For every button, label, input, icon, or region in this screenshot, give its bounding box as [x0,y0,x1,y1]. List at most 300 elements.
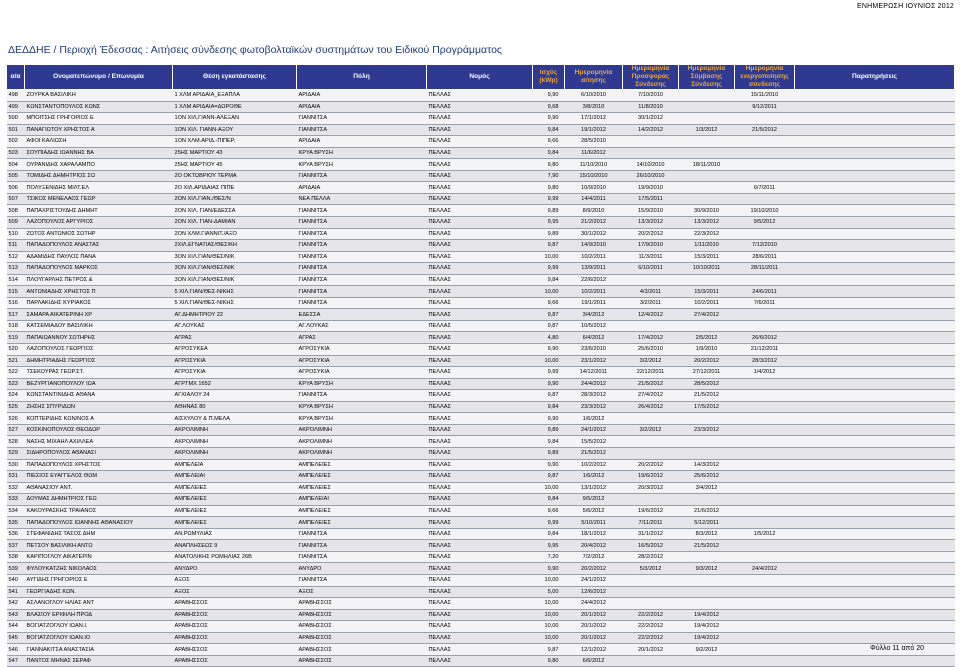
cell-city: ΚΡΥΑ ΒΡΥΣΗ [297,147,427,159]
cell-contract-date: 8/3/2012 [679,528,735,540]
cell-city: ΓΙΑΝΝΙΤΣΑ [297,528,427,540]
cell-application-date: 20/1/2012 [565,609,623,621]
cell-name: ΣΟΥΠΙΑΔΗΣ ΙΩΑΝΝΗΣ ΒΑ [25,147,173,159]
cell-remarks [795,355,955,367]
cell-activation-date [735,586,795,598]
cell-aa: 501 [7,124,25,136]
cell-contract-date [679,436,735,448]
cell-prefecture: ΠΕΛΛΑΣ [427,170,533,182]
cell-location: 2ΟΝ ΧΙΛ. ΓΙΑΝ-ΔΑΜΙΑΝ [173,217,297,229]
cell-aa: 543 [7,609,25,621]
cell-city: ΑΝΥΔΡΟ [297,563,427,575]
cell-contract-date: 1/9/2010 [679,344,735,356]
cell-name: ΣΙΔΗΡΟΠΟΥΛΟΣ ΑΘΑΝΑΣΙ [25,447,173,459]
cell-name: ΑΦΟΙ ΚΑΛΙΩΣΗ [25,136,173,148]
cell-prefecture: ΠΕΛΛΑΣ [427,251,533,263]
cell-application-date: 13/1/2012 [565,482,623,494]
cell-location: ΑΓΡΑΣ [173,332,297,344]
cell-activation-date [735,378,795,390]
cell-power: 9,80 [533,655,565,667]
cell-aa: 510 [7,228,25,240]
cell-aa: 546 [7,644,25,656]
cell-remarks [795,494,955,506]
cell-power: 10,00 [533,286,565,298]
cell-activation-date [735,436,795,448]
cell-name: ΠΟΛΥΞΕΝΙΔΗΣ ΜΙΛΤ.ΕΛ [25,182,173,194]
cell-offer-date: 20/3/2012 [623,482,679,494]
cell-aa: 547 [7,655,25,667]
cell-location: ΑΚΡΟΛΙΜΝΗ [173,424,297,436]
table-row [7,147,955,159]
cell-power: 9,89 [533,424,565,436]
cell-activation-date [735,447,795,459]
cell-location: ΑΜΠΕΛΕΙΑ [173,459,297,471]
cell-aa: 540 [7,574,25,586]
cell-prefecture: ΠΕΛΛΑΣ [427,286,533,298]
cell-contract-date: 21/5/2012 [679,390,735,402]
cell-application-date: 11/6/2012 [565,147,623,159]
cell-power: 9,84 [533,494,565,506]
cell-prefecture: ΠΕΛΛΑΣ [427,263,533,275]
cell-power: 9,90 [533,459,565,471]
cell-offer-date: 22/12/2011 [623,367,679,379]
cell-prefecture: ΠΕΛΛΑΣ [427,390,533,402]
cell-name: ΑΝΤΩΝΙΑΔΗΣ ΧΡΗΣΤΟΣ Π [25,286,173,298]
cell-application-date: 14/4/2011 [565,193,623,205]
cell-aa: 516 [7,297,25,309]
table-row [7,320,955,332]
cell-name: ΠΑΠΑΔΟΠΟΥΛΟΣ ΜΑΡΚΟΣ [25,263,173,275]
cell-prefecture: ΠΕΛΛΑΣ [427,217,533,229]
cell-activation-date [735,159,795,171]
cell-remarks [795,551,955,563]
cell-remarks [795,505,955,517]
cell-prefecture: ΠΕΛΛΑΣ [427,113,533,125]
applications-table [6,64,955,667]
cell-contract-date: 28/5/2012 [679,378,735,390]
cell-remarks [795,390,955,402]
table-row [7,459,955,471]
table-row [7,113,955,125]
cell-application-date: 14/9/2010 [565,240,623,252]
cell-aa: 529 [7,447,25,459]
cell-name: ΚΑΤΣΕΜΙΑΔΟΥ ΒΑΣΙΛΙΚΗ [25,320,173,332]
cell-power: 9,84 [533,401,565,413]
cell-application-date: 3/4/2012 [565,309,623,321]
cell-name: ΑΣΛΑΝΟΓΛΟΥ ΗΛΙΑΣ ΑΝΤ [25,598,173,610]
cell-power: 9,99 [533,263,565,275]
cell-remarks [795,274,955,286]
cell-location: ΑΝΑΤΟΛΙΚΗΣ ΡΩΜΗΛΙΑΣ 26Β [173,551,297,563]
cell-name: ΟΥΡΑΝΙΔΗΣ ΧΑΡΑΛΑΜΠΟ [25,159,173,171]
cell-prefecture: ΠΕΛΛΑΣ [427,655,533,667]
cell-aa: 511 [7,240,25,252]
cell-name: ΚΩΝΣΤΑΝΤΟΠΟΥΛΟΣ ΚΩΝΣ [25,101,173,113]
cell-power: 7,90 [533,170,565,182]
col-header-name: Ονοματεπώνυμο / Επωνυμία [25,65,173,90]
cell-activation-date [735,632,795,644]
table-row [7,90,955,102]
cell-power: 10,00 [533,482,565,494]
cell-city: ΓΙΑΝΝΙΤΣΑ [297,228,427,240]
cell-location: 2Ο ΧΙΛ.ΑΡΙΔΑΙΑΣ ΠΙΠΕ [173,182,297,194]
cell-activation-date: 21/12/2011 [735,344,795,356]
col-header-contract-date: Ημερομηνία Σύμβασης Σύνδεσης [679,65,735,90]
cell-offer-date [623,598,679,610]
cell-prefecture: ΠΕΛΛΑΣ [427,517,533,529]
cell-city: ΑΡΑΒΗΣΣΟΣ [297,644,427,656]
cell-offer-date: 28/2/2012 [623,551,679,563]
table-row [7,563,955,575]
cell-offer-date: 26/4/2012 [623,401,679,413]
col-header-aa: α/α [7,65,25,90]
table-row [7,101,955,113]
cell-location: 2ΟΝ ΧΙΛ. ΓΙΑΝ/ΕΔΕΣΣΑ [173,205,297,217]
cell-remarks [795,655,955,667]
cell-city: ΑΡΑΒΗΣΣΟΣ [297,598,427,610]
cell-city: ΓΙΑΝΝΙΤΣΑ [297,170,427,182]
cell-contract-date: 30/9/2010 [679,205,735,217]
cell-city: ΑΡΑΒΗΣΣΟΣ [297,655,427,667]
cell-activation-date: 19/10/2010 [735,205,795,217]
cell-location: 1ΟΝ ΧΙΛ. ΓΙΑΝΝ-ΑΞΟΥ [173,124,297,136]
cell-power: 9,87 [533,320,565,332]
table-row [7,586,955,598]
cell-application-date: 10/2/2011 [565,286,623,298]
cell-location: ΑΜΠΕΛΕΙΑΙ [173,471,297,483]
cell-remarks [795,528,955,540]
cell-power: 9,95 [533,540,565,552]
cell-city: ΚΡΥΑ ΒΡΥΣΗ [297,378,427,390]
cell-offer-date: 14/2/2012 [623,124,679,136]
cell-contract-date: 1/3/2012 [679,124,735,136]
cell-offer-date [623,586,679,598]
cell-remarks [795,436,955,448]
cell-location: ΑΓΡΟΣΥΚΙΑ [173,367,297,379]
cell-location: ΑΓΡΟΣΥΚΕΑ [173,344,297,356]
cell-offer-date: 22/2/2012 [623,609,679,621]
table-row [7,413,955,425]
cell-activation-date [735,309,795,321]
cell-prefecture: ΠΕΛΛΑΣ [427,551,533,563]
cell-activation-date [735,113,795,125]
cell-application-date: 5/10/2011 [565,517,623,529]
cell-offer-date [623,320,679,332]
cell-aa: 502 [7,136,25,148]
col-header-activation-date: Ημερομηνία ενεργοποίησης σύνδεσης [735,65,795,90]
cell-prefecture: ΠΕΛΛΑΣ [427,320,533,332]
cell-aa: 541 [7,586,25,598]
cell-aa: 545 [7,632,25,644]
cell-location: ΑΚΡΟΛΙΜΝΗ [173,447,297,459]
cell-location: ΑΡΑΒΗΣΣΟΣ [173,609,297,621]
cell-application-date: 20/1/2012 [565,632,623,644]
cell-contract-date: 19/4/2012 [679,609,735,621]
cell-activation-date: 7/6/2011 [735,297,795,309]
table-row [7,621,955,633]
cell-prefecture: ΠΕΛΛΑΣ [427,586,533,598]
cell-offer-date [623,655,679,667]
cell-remarks [795,193,955,205]
cell-name: ΔΗΜΗΤΡΙΑΔΗΣ ΓΕΩΡΓΙΟΣ [25,355,173,367]
cell-city: ΓΙΑΝΝΙΤΣΑ [297,205,427,217]
cell-prefecture: ΠΕΛΛΑΣ [427,124,533,136]
cell-location: 1ΟΝ ΧΙΛ.ΓΙΑΝΝ-ΑΛΕΞΑΝ [173,113,297,125]
cell-prefecture: ΠΕΛΛΑΣ [427,332,533,344]
cell-prefecture: ΠΕΛΛΑΣ [427,182,533,194]
cell-activation-date [735,413,795,425]
cell-aa: 530 [7,459,25,471]
update-date: ΕΝΗΜΕΡΩΣΗ ΙΟΥΝΙΟΣ 2012 [856,3,954,10]
cell-name: ΚΟΣΚΙΝΟΠΟΥΛΟΣ ΘΕΟΔΩΡ [25,424,173,436]
cell-city: ΚΡΥΑ ΒΡΥΣΗ [297,159,427,171]
cell-prefecture: ΠΕΛΛΑΣ [427,644,533,656]
cell-contract-date [679,193,735,205]
cell-power: 5,00 [533,586,565,598]
cell-activation-date: 9/12/2011 [735,101,795,113]
cell-location: ΑΓΡΤΜΧ 1652 [173,378,297,390]
cell-remarks [795,228,955,240]
cell-prefecture: ΠΕΛΛΑΣ [427,136,533,148]
table-row [7,251,955,263]
cell-name: ΛΑΖΟΠΟΥΛΟΣ ΑΡΓΥΡΙΟΣ [25,217,173,229]
cell-offer-date: 11/3/2011 [623,251,679,263]
cell-application-date: 3/8/2010 [565,101,623,113]
cell-contract-date: 22/3/2012 [679,228,735,240]
cell-name: ΠΑΝΑΓΙΩΤΟΥ ΧΡΗΣΤΟΣ Α [25,124,173,136]
cell-offer-date: 22/2/2012 [623,632,679,644]
cell-aa: 509 [7,217,25,229]
cell-location: ΑΝΥΔΡΟ [173,563,297,575]
cell-city: ΑΜΠΕΛΕΙΕΣ [297,459,427,471]
cell-city: ΚΡΥΑ ΒΡΥΣΗ [297,413,427,425]
cell-prefecture: ΠΕΛΛΑΣ [427,297,533,309]
cell-location: ΑΝ.ΡΩΜΥΛΙΑΣ [173,528,297,540]
cell-activation-date: 1/4/2012 [735,367,795,379]
cell-prefecture: ΠΕΛΛΑΣ [427,355,533,367]
cell-prefecture: ΠΕΛΛΑΣ [427,424,533,436]
cell-activation-date [735,459,795,471]
table-row [7,632,955,644]
cell-aa: 535 [7,517,25,529]
cell-location: 1 ΧΛΜ ΑΡΙΔΑΙΑ_ΕΞΑΠΛΑ [173,90,297,102]
cell-offer-date: 7/11/2011 [623,517,679,529]
cell-application-date: 15/5/2012 [565,436,623,448]
cell-city: ΑΓΡΑΣ [297,332,427,344]
cell-activation-date: 15/11/2010 [735,90,795,102]
cell-city: ΑΓΡΟΣΥΚΙΑ [297,355,427,367]
cell-remarks [795,170,955,182]
cell-aa: 518 [7,320,25,332]
cell-prefecture: ΠΕΛΛΑΣ [427,344,533,356]
cell-application-date: 21/5/2012 [565,447,623,459]
cell-offer-date: 5/3/2012 [623,563,679,575]
cell-offer-date: 17/4/2012 [623,332,679,344]
cell-application-date: 7/2/2012 [565,551,623,563]
table-row [7,471,955,483]
cell-application-date: 12/6/2012 [565,586,623,598]
cell-remarks [795,147,955,159]
cell-application-date: 19/1/2011 [565,297,623,309]
cell-contract-date: 2/5/2012 [679,332,735,344]
table-row [7,390,955,402]
cell-city: ΑΜΠΕΛΕΙΕΣ [297,505,427,517]
cell-application-date: 24/4/2012 [565,598,623,610]
cell-location: ΑΜΠΕΛΕΙΕΣ [173,505,297,517]
table-row [7,182,955,194]
cell-application-date: 19/1/2012 [565,124,623,136]
cell-remarks [795,332,955,344]
cell-power: 9,90 [533,378,565,390]
table-row [7,309,955,321]
cell-contract-date [679,90,735,102]
cell-aa: 544 [7,621,25,633]
cell-application-date: 11/10/2010 [565,159,623,171]
table-row [7,540,955,552]
cell-prefecture: ΠΕΛΛΑΣ [427,598,533,610]
table-row [7,159,955,171]
cell-city: ΚΡΥΑ ΒΡΥΣΗ [297,401,427,413]
page-footer: Φύλλο 11 από 20 [870,645,924,652]
cell-aa: 538 [7,551,25,563]
cell-activation-date: 28/11/2011 [735,263,795,275]
cell-aa: 523 [7,378,25,390]
cell-prefecture: ΠΕΛΛΑΣ [427,621,533,633]
cell-name: ΚΩΝΣΤΑΝΤΙΝΙΔΗΣ ΑΘΑΝΑ [25,390,173,402]
cell-power: 9,80 [533,159,565,171]
cell-name: ΠΙΕΣΙΟΣ ΕΥΑΓΓΕΛΟΣ ΘΩΜ [25,471,173,483]
cell-prefecture: ΠΕΛΛΑΣ [427,471,533,483]
cell-name: ΠΛΟΥΓΑΡΛΗΣ ΠΕΤΡΟΣ & [25,274,173,286]
cell-name: ΤΣΙΚΟΣ ΜΕΝΕΛΑΟΣ ΓΕΩΡ [25,193,173,205]
cell-contract-date [679,136,735,148]
cell-name: ΓΙΑΝΝΑΚΙΤΣΑ ΑΝΑΣΤΑΣΙΑ [25,644,173,656]
cell-name: ΚΟΠΤΕΡΙΔΗΣ ΚΩΝ/ΝΟΣ Α [25,413,173,425]
cell-activation-date [735,424,795,436]
cell-contract-date: 3/4/2012 [679,482,735,494]
cell-activation-date [735,551,795,563]
cell-offer-date [623,436,679,448]
cell-contract-date [679,413,735,425]
cell-power: 9,68 [533,101,565,113]
col-header-offer-date: Ημερομηνία Προσφοράς Σύνδεσης [623,65,679,90]
cell-aa: 526 [7,413,25,425]
table-row [7,344,955,356]
cell-power: 10,00 [533,598,565,610]
cell-power: 9,84 [533,436,565,448]
cell-offer-date: 11/8/2010 [623,101,679,113]
cell-application-date: 22/6/2012 [565,274,623,286]
cell-name: ΒΕΖΥΡΓΙΑΝΟΠΟΥΛΟΥ ΙΩΑ [25,378,173,390]
cell-aa: 504 [7,159,25,171]
cell-contract-date: 10/2/2011 [679,297,735,309]
cell-prefecture: ΠΕΛΛΑΣ [427,505,533,517]
cell-remarks [795,217,955,229]
cell-name: ΑΔΑΜΙΔΗΣ ΠΑΥΛΟΣ ΠΑΝΑ [25,251,173,263]
cell-remarks [795,90,955,102]
cell-name: ΣΤΕΦΑΝΙΔΗΣ ΤΑΣΟΣ ΔΗΜ [25,528,173,540]
cell-location: ΑΡΑΒΗΣΣΟΣ [173,598,297,610]
cell-prefecture: ΠΕΛΛΑΣ [427,205,533,217]
cell-name: ΔΟΥΜΑΣ ΔΗΜΗΤΡΙΟΣ ΓΕΩ [25,494,173,506]
cell-application-date: 6/6/2012 [565,655,623,667]
cell-prefecture: ΠΕΛΛΑΣ [427,147,533,159]
cell-activation-date: 9/5/2012 [735,217,795,229]
cell-location: ΑΜΠΕΛΕΙΕΣ [173,517,297,529]
cell-contract-date [679,113,735,125]
cell-prefecture: ΠΕΛΛΑΣ [427,574,533,586]
cell-activation-date: 7/12/2010 [735,240,795,252]
cell-contract-date: 20/2/2012 [679,355,735,367]
table-row [7,355,955,367]
cell-prefecture: ΠΕΛΛΑΣ [427,494,533,506]
table-row [7,436,955,448]
table-row [7,136,955,148]
cell-application-date: 1/6/2012 [565,471,623,483]
cell-application-date: 10/2/2011 [565,251,623,263]
cell-remarks [795,159,955,171]
cell-remarks [795,263,955,275]
cell-aa: 512 [7,251,25,263]
cell-remarks [795,632,955,644]
cell-contract-date: 21/5/2012 [679,540,735,552]
page-title: ΔΕΔΔΗΕ / Περιοχή Έδεσσας : Αιτήσεις σύνδεσης φωτοβολταϊκών συστημάτων του Ειδικού Προγράμματος [8,44,502,56]
cell-application-date: 15/10/2010 [565,170,623,182]
cell-offer-date [623,574,679,586]
cell-remarks [795,621,955,633]
cell-contract-date: 9/3/2012 [679,563,735,575]
cell-city: ΕΔΕΣΣΑ [297,309,427,321]
table-row [7,228,955,240]
cell-power: 9,84 [533,274,565,286]
cell-remarks [795,286,955,298]
cell-remarks [795,136,955,148]
cell-city: ΑΡΑΒΗΣΣΟΣ [297,632,427,644]
cell-city: ΑΚΡΟΛΙΜΝΗ [297,424,427,436]
cell-activation-date [735,136,795,148]
cell-remarks [795,124,955,136]
cell-city: ΑΓΡΟΣΥΚΙΑ [297,344,427,356]
cell-power: 10,00 [533,621,565,633]
cell-remarks [795,424,955,436]
cell-city: ΑΓΡΟΣΥΚΙΑ [297,367,427,379]
cell-city: ΝΕΑ ΠΕΛΛΑ [297,193,427,205]
cell-offer-date: 25/6/2010 [623,344,679,356]
cell-offer-date: 4/3/2011 [623,286,679,298]
cell-location: 2ΧΙΛ.ΕΓΝΑΤΙΑΣ/ΘΕΣ/ΚΗ [173,240,297,252]
cell-activation-date [735,482,795,494]
cell-name: ΤΟΜΙΔΗΣ ΔΗΜΗΤΡΙΟΣ ΣΩ [25,170,173,182]
cell-application-date: 9/5/2012 [565,494,623,506]
cell-contract-date [679,655,735,667]
cell-contract-date [679,447,735,459]
cell-remarks [795,586,955,598]
cell-aa: 536 [7,528,25,540]
cell-activation-date [735,540,795,552]
cell-city: ΓΙΑΝΝΙΤΣΑ [297,217,427,229]
table-row [7,378,955,390]
col-header-location: Θέση εγκατάστασης [173,65,297,90]
cell-name: ΠΑΡΛΑΚΙΔΗΣ ΚΥΡΙΑΚΟΣ [25,297,173,309]
cell-location: 1ΟΝ ΧΛΜ.ΑΡΙΔ.-ΠΙΠΕΡ. [173,136,297,148]
table-row [7,482,955,494]
cell-power: 9,87 [533,644,565,656]
cell-contract-date: 19/4/2012 [679,632,735,644]
cell-activation-date [735,320,795,332]
cell-aa: 537 [7,540,25,552]
cell-remarks [795,471,955,483]
cell-name: ΖΟΥΡΚΑ ΒΑΣΙΛΙΚΗ [25,90,173,102]
